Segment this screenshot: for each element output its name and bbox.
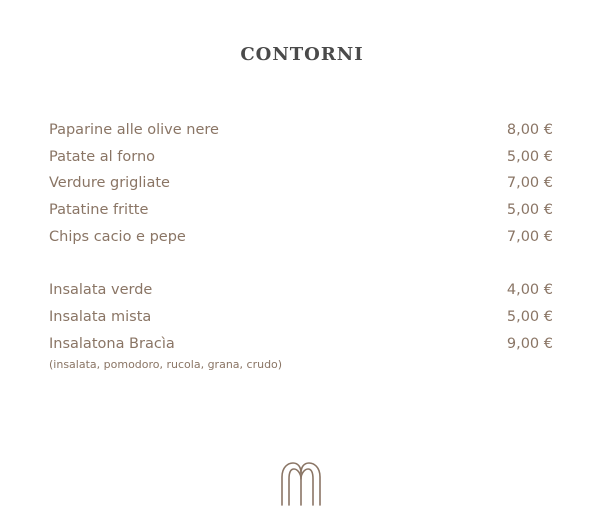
group-spacer xyxy=(49,255,553,282)
menu-item xyxy=(49,122,553,149)
item-name: Insalata mista xyxy=(49,309,152,326)
section-title: CONTORNI xyxy=(240,44,364,65)
menu-list xyxy=(49,122,553,371)
item-price: 4,00 € xyxy=(506,282,553,299)
item-price: 5,00 € xyxy=(506,148,553,165)
item-name: Patate al forno xyxy=(49,148,156,165)
menu-item xyxy=(49,202,553,229)
menu-item xyxy=(49,229,553,256)
item-price: 7,00 € xyxy=(506,228,553,245)
item-name: Patatine fritte xyxy=(49,202,149,219)
menu-item xyxy=(49,282,553,309)
item-name: Insalatona Bracìa xyxy=(49,335,175,352)
menu-item xyxy=(49,175,553,202)
item-note: (insalata, pomodoro, rucola, grana, crudo) xyxy=(49,357,283,371)
item-name: Chips cacio e pepe xyxy=(49,228,186,245)
item-price: 8,00 € xyxy=(506,122,553,138)
item-name: Paparine alle olive nere xyxy=(49,122,219,138)
menu-item xyxy=(49,149,553,176)
item-name: Insalata verde xyxy=(49,282,153,299)
item-price: 7,00 € xyxy=(506,175,553,192)
item-price: 9,00 € xyxy=(506,335,553,352)
item-price: 5,00 € xyxy=(506,309,553,326)
arch-monogram-icon xyxy=(280,461,322,507)
item-name: Verdure grigliate xyxy=(49,175,170,192)
menu-item xyxy=(49,309,553,336)
item-price: 5,00 € xyxy=(506,202,553,219)
